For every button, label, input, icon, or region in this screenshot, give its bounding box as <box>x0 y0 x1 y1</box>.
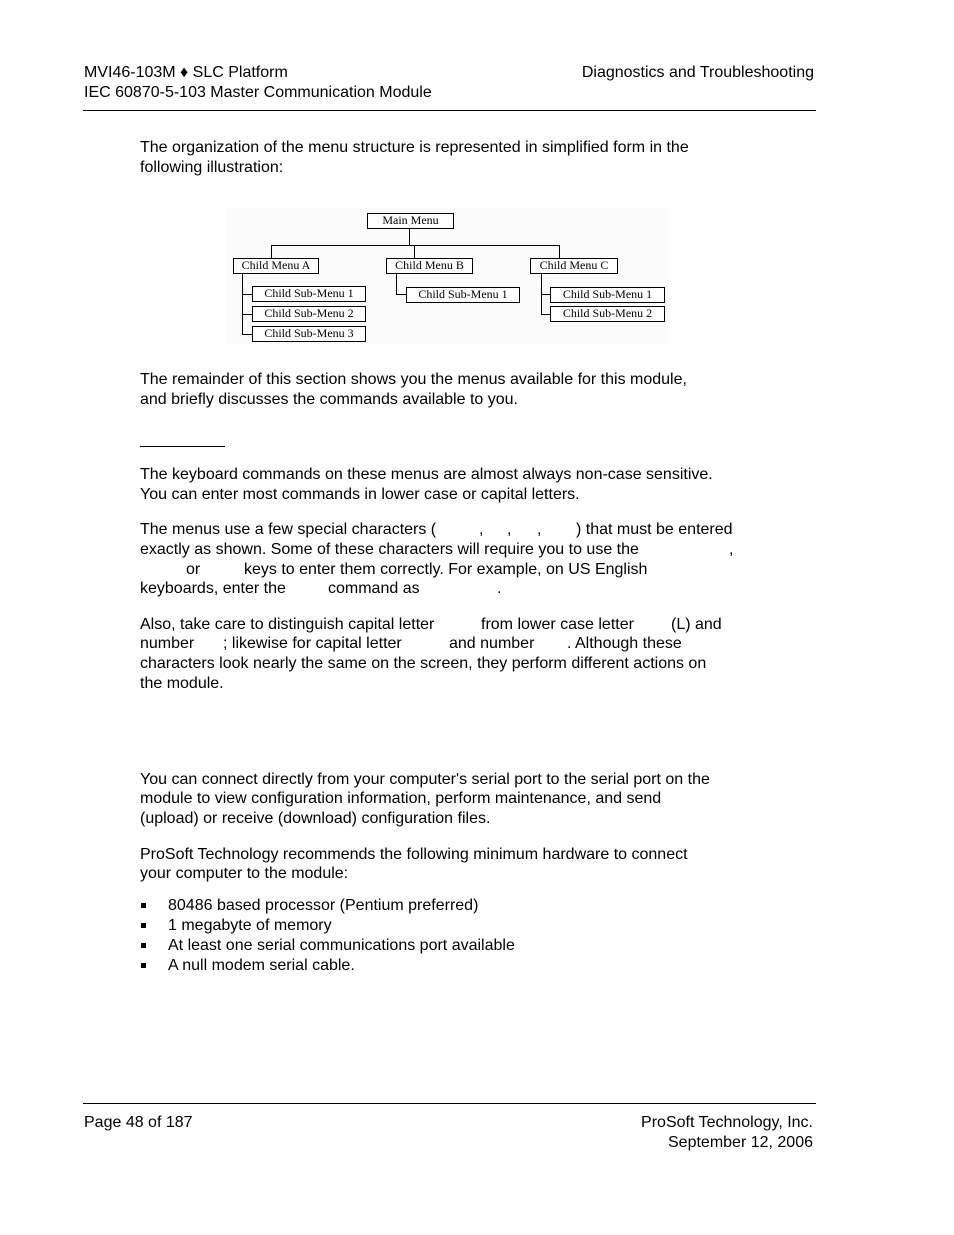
keyboard-para3-text: from lower case letter <box>481 616 634 633</box>
bullet-icon <box>141 903 146 908</box>
header-product-title: MVI46-103M ♦ SLC Platform <box>84 64 288 81</box>
keyboard-para2-text: , <box>479 521 484 538</box>
header-section-title: Diagnostics and Troubleshooting <box>581 64 814 81</box>
recommend-line-2: your computer to the module: <box>140 865 349 882</box>
keyboard-para1-line-2: You can enter most commands in lower case or capital letters. <box>140 486 580 503</box>
section-heading-underline <box>140 446 225 447</box>
diagram-c-sub-1: Child Sub-Menu 1 <box>550 287 665 303</box>
diagram-child-menu-a: Child Menu A <box>233 258 319 274</box>
intro-line-1: The organization of the menu structure is represented in simplified form in the <box>140 139 689 156</box>
keyboard-para3-text: number <box>140 635 195 652</box>
diagram-main-menu: Main Menu <box>367 213 454 229</box>
keyboard-para2-text: , <box>507 521 512 538</box>
keyboard-para3-text: ; likewise for capital letter <box>223 635 402 652</box>
connect-line-3: (upload) or receive (download) configuration files. <box>140 810 491 827</box>
diagram-child-menu-c: Child Menu C <box>530 258 618 274</box>
footer-page-number: Page 48 of 187 <box>84 1114 193 1131</box>
keyboard-para2-text: exactly as shown. Some of these characters will require you to use the <box>140 541 639 558</box>
diagram-c-sub-2: Child Sub-Menu 2 <box>550 306 665 322</box>
diagram-child-menu-b: Child Menu B <box>386 258 473 274</box>
diagram-a-sub-2: Child Sub-Menu 2 <box>252 306 366 322</box>
keyboard-para2-text: or <box>186 561 201 578</box>
keyboard-para2-text: , <box>537 521 542 538</box>
header-rule <box>83 110 816 111</box>
keyboard-para2-text: . <box>497 580 502 597</box>
keyboard-para3-text: Also, take care to distinguish capital letter <box>140 616 435 633</box>
keyboard-para3-text: the module. <box>140 675 224 692</box>
keyboard-para3-text: . Although these <box>567 635 682 652</box>
footer-rule <box>83 1103 816 1104</box>
keyboard-para2-text: command as <box>328 580 420 597</box>
list-item: At least one serial communications port available <box>168 937 515 954</box>
keyboard-para2-text: ) that must be entered <box>576 521 733 538</box>
connect-line-2: module to view configuration information, perform maintenance, and send <box>140 790 662 807</box>
keyboard-para2-text: The menus use a few special characters ( <box>140 521 437 538</box>
bullet-icon <box>141 963 146 968</box>
connect-line-1: You can connect directly from your computer's serial port to the serial port on the <box>140 771 710 788</box>
diagram-a-sub-3: Child Sub-Menu 3 <box>252 326 366 342</box>
recommend-line-1: ProSoft Technology recommends the following minimum hardware to connect <box>140 846 688 863</box>
keyboard-para2-text: keys to enter them correctly. For example, on US English <box>244 561 648 578</box>
keyboard-para2-text: , <box>729 541 734 558</box>
intro-line-2: following illustration: <box>140 159 284 176</box>
menu-structure-diagram <box>226 208 668 344</box>
bullet-icon <box>141 943 146 948</box>
diagram-b-sub-1: Child Sub-Menu 1 <box>406 287 520 303</box>
keyboard-para1-line-1: The keyboard commands on these menus are almost always non-case sensitive. <box>140 466 713 483</box>
list-item: A null modem serial cable. <box>168 957 355 974</box>
header-module-title: IEC 60870-5-103 Master Communication Module <box>84 84 432 101</box>
footer-company: ProSoft Technology, Inc. <box>641 1114 813 1131</box>
keyboard-para3-text: (L) and <box>671 616 722 633</box>
diagram-a-sub-1: Child Sub-Menu 1 <box>252 286 366 302</box>
remainder-line-1: The remainder of this section shows you the menus available for this module, <box>140 371 687 388</box>
list-item: 1 megabyte of memory <box>168 917 332 934</box>
remainder-line-2: and briefly discusses the commands available to you. <box>140 391 518 408</box>
keyboard-para3-text: and number <box>449 635 535 652</box>
bullet-icon <box>141 923 146 928</box>
keyboard-para2-text: keyboards, enter the <box>140 580 286 597</box>
keyboard-para3-text: characters look nearly the same on the screen, they perform different actions on <box>140 655 707 672</box>
footer-date: September 12, 2006 <box>668 1134 813 1151</box>
list-item: 80486 based processor (Pentium preferred) <box>168 897 479 914</box>
